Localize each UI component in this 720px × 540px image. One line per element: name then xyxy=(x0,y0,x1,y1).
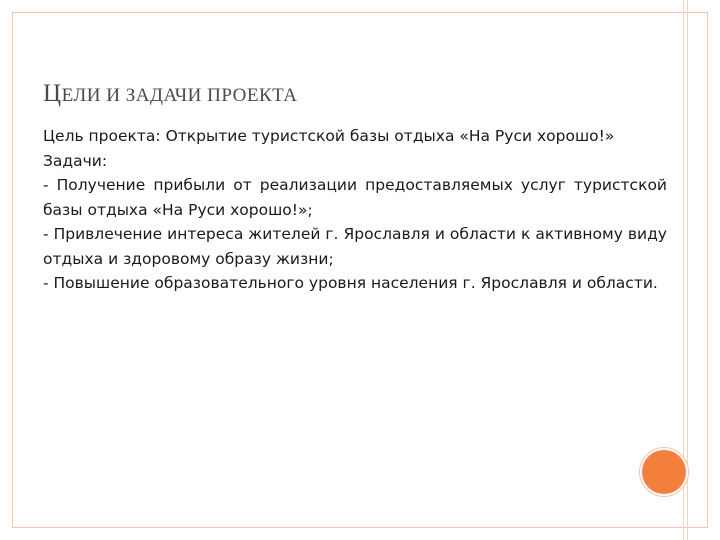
slide-body xyxy=(43,124,667,296)
decorative-circle xyxy=(642,450,686,494)
task-item-2: - Привлечение интереса жителей г. Ярославля и области к активному виду отдыха и здоровому образу жизни; xyxy=(43,225,667,268)
frame-decor-line-2 xyxy=(687,0,688,540)
tasks-heading: Задачи: xyxy=(43,151,108,170)
frame-bottom-border xyxy=(12,527,708,528)
frame-decor-line xyxy=(683,0,684,540)
slide-title xyxy=(43,80,298,108)
task-item-3: - Повышение образовательного уровня населения г. Ярославля и области. xyxy=(43,274,658,292)
goal-line: Цель проекта: Открытие туристской базы отдыха «На Руси хорошо!» xyxy=(43,127,615,145)
task-item-1: - Получение прибыли от реализации предоставляемых услуг туристской базы отдыха «На Руси хорошо!»; xyxy=(43,176,667,219)
title-rest: ЕЛИ И ЗАДАЧИ ПРОЕКТА xyxy=(61,85,298,106)
title-first-letter: Ц xyxy=(43,80,62,107)
frame-left-border xyxy=(12,12,13,528)
frame-top-border xyxy=(12,12,708,13)
frame-right-border xyxy=(707,12,708,528)
